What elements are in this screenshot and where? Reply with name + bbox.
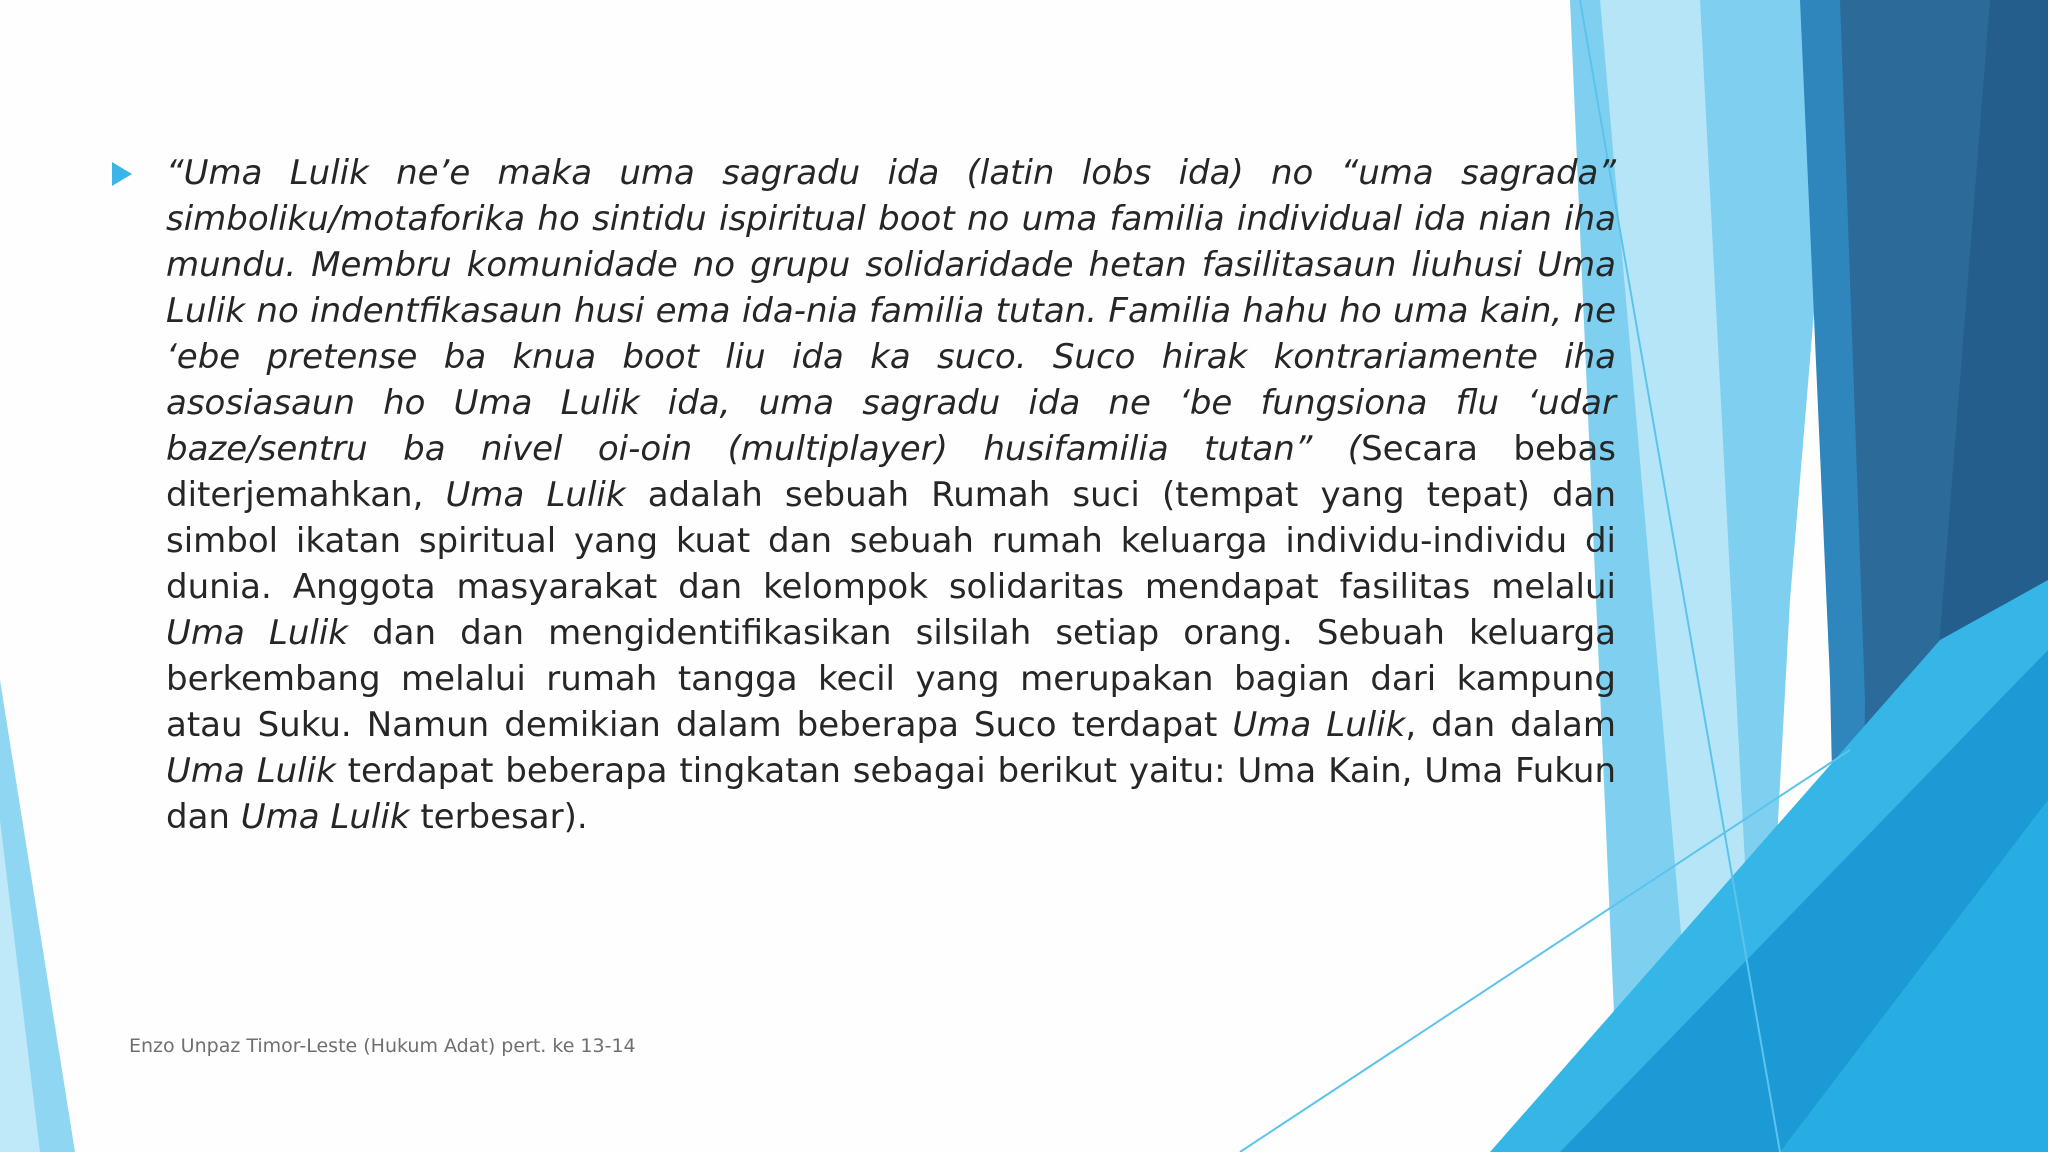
quote-tetum-italic: “Uma Lulik ne’e maka uma sagradu ida (latin lobs ida) no “uma sagrada” simboliku/motaforika ho sintidu ispiritual boot no uma familia individual ida nian iha mundu. Membru komunidade no grupu solidaridade hetan fasilitasaun liuhusi Uma Lulik no indentfikasaun husi ema ida-nia familia tutan. Familia hahu ho uma kain, ne ‘ebe pretense ba knua boot liu ida ka suco. Suco hirak kontrariamente iha asosiasaun ho Uma Lulik ida, uma sagradu ida ne ‘be fungsiona flu ‘udar baze/sentru ba nivel oi-oin (multiplayer) husifamilia tutan” (	[166, 153, 1616, 469]
body-paragraph	[166, 150, 1616, 840]
triangle-right-icon	[112, 162, 132, 186]
slide-footer: Enzo Unpaz Timor-Leste (Hukum Adat) pert. ke 13-14	[129, 1035, 636, 1057]
text-segment: terbesar).	[409, 797, 588, 837]
text-segment: dan dan mengidentifikasikan silsilah setiap orang. Sebuah keluarga berkembang melalui rumah tangga kecil yang merupakan bagian dari kampung atau Suku. Namun demikian dalam beberapa Suco terdapat	[166, 613, 1616, 745]
text-segment: Secara bebas diterjemahkan,	[166, 429, 1616, 515]
text-segment: terdapat beberapa tingkatan sebagai berikut yaitu: Uma Kain, Uma Fukun dan	[166, 751, 1616, 837]
text-segment: , dan dalam	[1405, 705, 1616, 745]
text-segment: adalah sebuah Rumah suci (tempat yang tepat) dan simbol ikatan spiritual yang kuat dan sebuah rumah keluarga individu-individu di dunia. Anggota masyarakat dan kelompok solidaritas mendapat fasilitas melalui	[166, 475, 1617, 607]
term-uma-lulik: Uma Lulik	[445, 475, 626, 515]
content-block	[112, 150, 1616, 840]
term-uma-lulik: Uma Lulik	[166, 751, 336, 791]
term-uma-lulik: Uma Lulik	[166, 613, 348, 653]
term-uma-lulik: Uma Lulik	[1232, 705, 1406, 745]
term-uma-lulik: Uma Lulik	[240, 797, 410, 837]
